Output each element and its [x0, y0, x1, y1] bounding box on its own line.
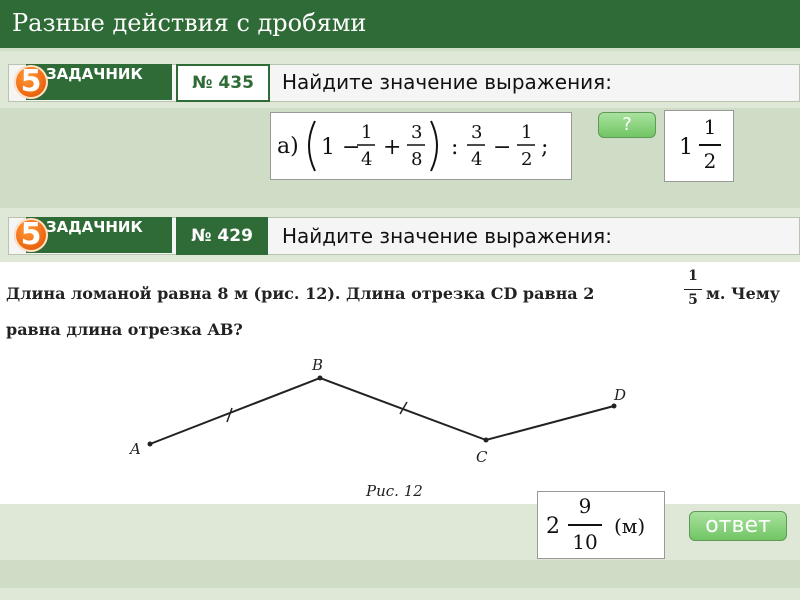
right-paren	[431, 121, 437, 171]
task-number-435: № 435	[176, 64, 270, 102]
point-b	[318, 376, 323, 381]
answer-numerator: 1	[703, 115, 717, 139]
expression-box	[270, 112, 572, 180]
frac-den: 4	[471, 149, 483, 170]
task-level-badge: 5	[14, 218, 48, 252]
expression-formula	[271, 113, 571, 179]
frac-num: 1	[361, 122, 373, 143]
fraction-bar	[699, 144, 721, 146]
figure-caption: Рис. 12	[366, 482, 423, 500]
problem-text-line1: Длина ломаной равна 8 м (рис. 12). Длина отрезка CD равна 2	[6, 284, 595, 303]
mixed-numerator: 1	[688, 268, 698, 284]
point-d	[612, 404, 617, 409]
task-prompt: Найдите значение выражения:	[282, 224, 612, 248]
label-d: D	[614, 386, 627, 404]
answer-box-429	[537, 491, 665, 559]
hint-button[interactable]: ?	[598, 112, 656, 138]
problem-panel	[0, 262, 800, 504]
point-a	[148, 442, 153, 447]
fraction-bar	[568, 524, 602, 526]
answer-button[interactable]: ответ	[689, 511, 787, 541]
answer-whole: 1	[679, 135, 693, 160]
left-paren	[309, 121, 315, 171]
frac-num: 1	[521, 122, 533, 143]
answer-whole: 2	[546, 514, 560, 539]
answer-numerator: 9	[578, 494, 592, 518]
tick-mark	[227, 408, 232, 422]
frac-den: 2	[521, 149, 533, 170]
expression-label: а)	[277, 134, 299, 159]
expr-op: ;	[541, 135, 549, 160]
frac-num: 3	[471, 122, 483, 143]
answer-denominator: 10	[572, 530, 598, 554]
expr-op: :	[451, 135, 459, 160]
problem-text-line2: равна длина отрезка AB?	[6, 320, 243, 339]
point-c	[484, 438, 489, 443]
page-title: Разные действия с дробями	[12, 9, 367, 37]
background-strip	[0, 560, 800, 588]
expr-term: 1 −	[321, 135, 361, 160]
task-prompt: Найдите значение выражения:	[282, 70, 612, 94]
answer-denominator: 2	[703, 149, 717, 173]
label-c: C	[476, 448, 488, 466]
answer-unit: (м)	[614, 514, 646, 538]
task-number-429: № 429	[176, 217, 268, 255]
answer-box-435	[664, 110, 734, 182]
frac-den: 8	[411, 149, 423, 170]
expr-op: +	[383, 135, 402, 160]
frac-den: 4	[361, 149, 373, 170]
frac-num: 3	[411, 122, 423, 143]
expr-op: −	[493, 135, 512, 160]
label-b: B	[312, 356, 324, 374]
task-level-badge: 5	[14, 65, 48, 99]
problem-text-line1-end: м. Чему	[706, 284, 780, 303]
polyline-figure	[0, 262, 800, 504]
task-tag: ЗАДАЧНИК	[26, 64, 172, 100]
task-tag: ЗАДАЧНИК	[26, 217, 172, 253]
polyline-abcd	[150, 378, 614, 444]
mixed-denominator: 5	[688, 292, 698, 308]
label-a: A	[130, 440, 141, 458]
